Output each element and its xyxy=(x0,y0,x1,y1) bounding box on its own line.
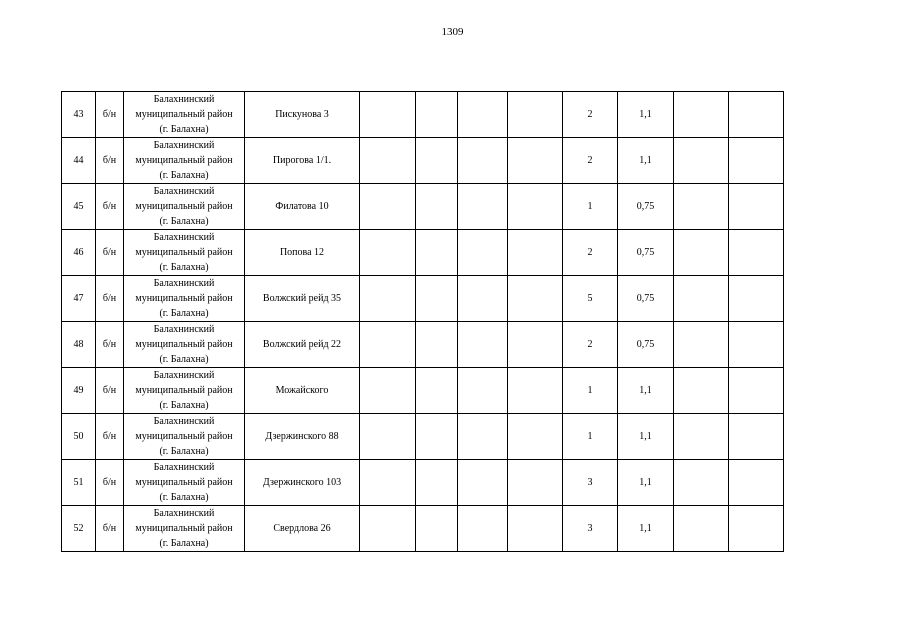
row-empty-cell xyxy=(360,276,416,322)
row-empty-cell xyxy=(416,184,458,230)
row-district xyxy=(124,230,245,276)
row-empty-cell xyxy=(729,322,784,368)
row-registry-mark: б/н xyxy=(96,276,124,322)
row-district-line: (г. Балахна) xyxy=(159,400,209,411)
row-number: 45 xyxy=(62,184,96,230)
row-district xyxy=(124,276,245,322)
row-address: Волжский рейд 22 xyxy=(245,322,360,368)
row-address: Свердлова 26 xyxy=(245,506,360,552)
row-empty-cell xyxy=(458,460,508,506)
row-district-line: муниципальный район xyxy=(135,523,233,534)
row-district-line: Балахнинский xyxy=(153,416,215,427)
row-empty-cell xyxy=(508,414,563,460)
row-empty-cell xyxy=(508,276,563,322)
row-district xyxy=(124,368,245,414)
row-volume: 1,1 xyxy=(618,368,674,414)
row-empty-cell xyxy=(508,506,563,552)
row-empty-cell xyxy=(458,184,508,230)
row-district-line: (г. Балахна) xyxy=(159,216,209,227)
row-empty-cell xyxy=(458,414,508,460)
row-empty-cell xyxy=(458,368,508,414)
row-quantity: 3 xyxy=(563,506,618,552)
row-empty-cell xyxy=(729,138,784,184)
row-district-line: Балахнинский xyxy=(153,140,215,151)
row-empty-cell xyxy=(416,230,458,276)
table-row xyxy=(62,414,784,460)
row-empty-cell xyxy=(674,368,729,414)
row-empty-cell xyxy=(674,460,729,506)
row-number: 44 xyxy=(62,138,96,184)
table-row xyxy=(62,184,784,230)
table-row xyxy=(62,322,784,368)
row-district xyxy=(124,414,245,460)
row-empty-cell xyxy=(458,92,508,138)
row-empty-cell xyxy=(508,230,563,276)
row-number: 50 xyxy=(62,414,96,460)
table-row xyxy=(62,138,784,184)
row-quantity: 2 xyxy=(563,322,618,368)
row-district-line: Балахнинский xyxy=(153,186,215,197)
row-district-line: муниципальный район xyxy=(135,293,233,304)
row-volume: 1,1 xyxy=(618,414,674,460)
row-empty-cell xyxy=(508,322,563,368)
table-row xyxy=(62,460,784,506)
row-district-line: (г. Балахна) xyxy=(159,262,209,273)
row-registry-mark: б/н xyxy=(96,138,124,184)
row-district-line: Балахнинский xyxy=(153,370,215,381)
row-empty-cell xyxy=(360,184,416,230)
row-district-line: (г. Балахна) xyxy=(159,124,209,135)
row-empty-cell xyxy=(360,414,416,460)
row-empty-cell xyxy=(674,322,729,368)
row-district-line: Балахнинский xyxy=(153,462,215,473)
row-empty-cell xyxy=(508,138,563,184)
row-empty-cell xyxy=(729,92,784,138)
row-district xyxy=(124,92,245,138)
row-empty-cell xyxy=(729,368,784,414)
row-number: 51 xyxy=(62,460,96,506)
data-table xyxy=(61,91,784,552)
row-number: 47 xyxy=(62,276,96,322)
row-district-line: (г. Балахна) xyxy=(159,308,209,319)
row-empty-cell xyxy=(360,460,416,506)
row-district-line: (г. Балахна) xyxy=(159,538,209,549)
row-empty-cell xyxy=(729,184,784,230)
row-volume: 0,75 xyxy=(618,276,674,322)
row-district-line: (г. Балахна) xyxy=(159,170,209,181)
row-empty-cell xyxy=(416,138,458,184)
row-volume: 1,1 xyxy=(618,92,674,138)
table-row xyxy=(62,368,784,414)
row-empty-cell xyxy=(416,322,458,368)
page-number: 1309 xyxy=(441,26,464,38)
row-empty-cell xyxy=(458,276,508,322)
row-empty-cell xyxy=(729,414,784,460)
row-address: Дзержинского 88 xyxy=(245,414,360,460)
row-address: Можайского xyxy=(245,368,360,414)
row-registry-mark: б/н xyxy=(96,460,124,506)
row-empty-cell xyxy=(360,368,416,414)
row-empty-cell xyxy=(458,138,508,184)
row-empty-cell xyxy=(674,138,729,184)
row-empty-cell xyxy=(508,184,563,230)
row-number: 46 xyxy=(62,230,96,276)
row-number: 48 xyxy=(62,322,96,368)
row-address: Попова 12 xyxy=(245,230,360,276)
row-district-line: муниципальный район xyxy=(135,431,233,442)
row-empty-cell xyxy=(360,92,416,138)
row-quantity: 1 xyxy=(563,184,618,230)
row-empty-cell xyxy=(416,92,458,138)
row-registry-mark: б/н xyxy=(96,230,124,276)
row-quantity: 2 xyxy=(563,92,618,138)
table-row xyxy=(62,92,784,138)
row-empty-cell xyxy=(360,322,416,368)
row-district-line: муниципальный район xyxy=(135,201,233,212)
row-registry-mark: б/н xyxy=(96,184,124,230)
row-registry-mark: б/н xyxy=(96,506,124,552)
row-empty-cell xyxy=(508,368,563,414)
row-empty-cell xyxy=(674,276,729,322)
row-empty-cell xyxy=(416,368,458,414)
row-volume: 0,75 xyxy=(618,184,674,230)
row-empty-cell xyxy=(729,506,784,552)
row-empty-cell xyxy=(416,276,458,322)
row-district xyxy=(124,460,245,506)
row-registry-mark: б/н xyxy=(96,92,124,138)
row-district-line: муниципальный район xyxy=(135,385,233,396)
row-empty-cell xyxy=(729,276,784,322)
row-empty-cell xyxy=(674,184,729,230)
row-district-line: Балахнинский xyxy=(153,278,215,289)
row-volume: 1,1 xyxy=(618,506,674,552)
row-quantity: 2 xyxy=(563,230,618,276)
row-empty-cell xyxy=(729,230,784,276)
row-address: Дзержинского 103 xyxy=(245,460,360,506)
row-district-line: (г. Балахна) xyxy=(159,354,209,365)
row-empty-cell xyxy=(458,230,508,276)
row-district xyxy=(124,184,245,230)
row-district-line: муниципальный район xyxy=(135,339,233,350)
row-quantity: 5 xyxy=(563,276,618,322)
row-quantity: 3 xyxy=(563,460,618,506)
row-district-line: Балахнинский xyxy=(153,324,215,335)
row-district xyxy=(124,322,245,368)
row-district xyxy=(124,506,245,552)
row-quantity: 2 xyxy=(563,138,618,184)
table-row xyxy=(62,506,784,552)
row-address: Филатова 10 xyxy=(245,184,360,230)
row-empty-cell xyxy=(416,460,458,506)
row-district-line: Балахнинский xyxy=(153,232,215,243)
row-registry-mark: б/н xyxy=(96,368,124,414)
row-district-line: (г. Балахна) xyxy=(159,446,209,457)
row-district-line: муниципальный район xyxy=(135,247,233,258)
row-number: 52 xyxy=(62,506,96,552)
row-empty-cell xyxy=(508,460,563,506)
row-number: 49 xyxy=(62,368,96,414)
row-district-line: муниципальный район xyxy=(135,477,233,488)
row-empty-cell xyxy=(416,414,458,460)
row-empty-cell xyxy=(360,138,416,184)
table-row xyxy=(62,276,784,322)
row-district-line: (г. Балахна) xyxy=(159,492,209,503)
row-address: Волжский рейд 35 xyxy=(245,276,360,322)
row-district-line: Балахнинский xyxy=(153,94,215,105)
row-district-line: муниципальный район xyxy=(135,109,233,120)
table-body xyxy=(62,92,784,552)
row-empty-cell xyxy=(674,414,729,460)
row-empty-cell xyxy=(674,230,729,276)
row-volume: 0,75 xyxy=(618,322,674,368)
table-row xyxy=(62,230,784,276)
row-registry-mark: б/н xyxy=(96,322,124,368)
row-empty-cell xyxy=(360,230,416,276)
row-empty-cell xyxy=(458,322,508,368)
row-registry-mark: б/н xyxy=(96,414,124,460)
row-address: Пискунова 3 xyxy=(245,92,360,138)
row-number: 43 xyxy=(62,92,96,138)
row-address: Пирогова 1/1. xyxy=(245,138,360,184)
row-empty-cell xyxy=(674,506,729,552)
row-empty-cell xyxy=(360,506,416,552)
row-quantity: 1 xyxy=(563,414,618,460)
row-quantity: 1 xyxy=(563,368,618,414)
row-empty-cell xyxy=(458,506,508,552)
row-empty-cell xyxy=(416,506,458,552)
row-district-line: Балахнинский xyxy=(153,508,215,519)
row-district-line: муниципальный район xyxy=(135,155,233,166)
row-volume: 0,75 xyxy=(618,230,674,276)
row-empty-cell xyxy=(729,460,784,506)
row-district xyxy=(124,138,245,184)
row-volume: 1,1 xyxy=(618,460,674,506)
row-empty-cell xyxy=(508,92,563,138)
row-empty-cell xyxy=(674,92,729,138)
row-volume: 1,1 xyxy=(618,138,674,184)
